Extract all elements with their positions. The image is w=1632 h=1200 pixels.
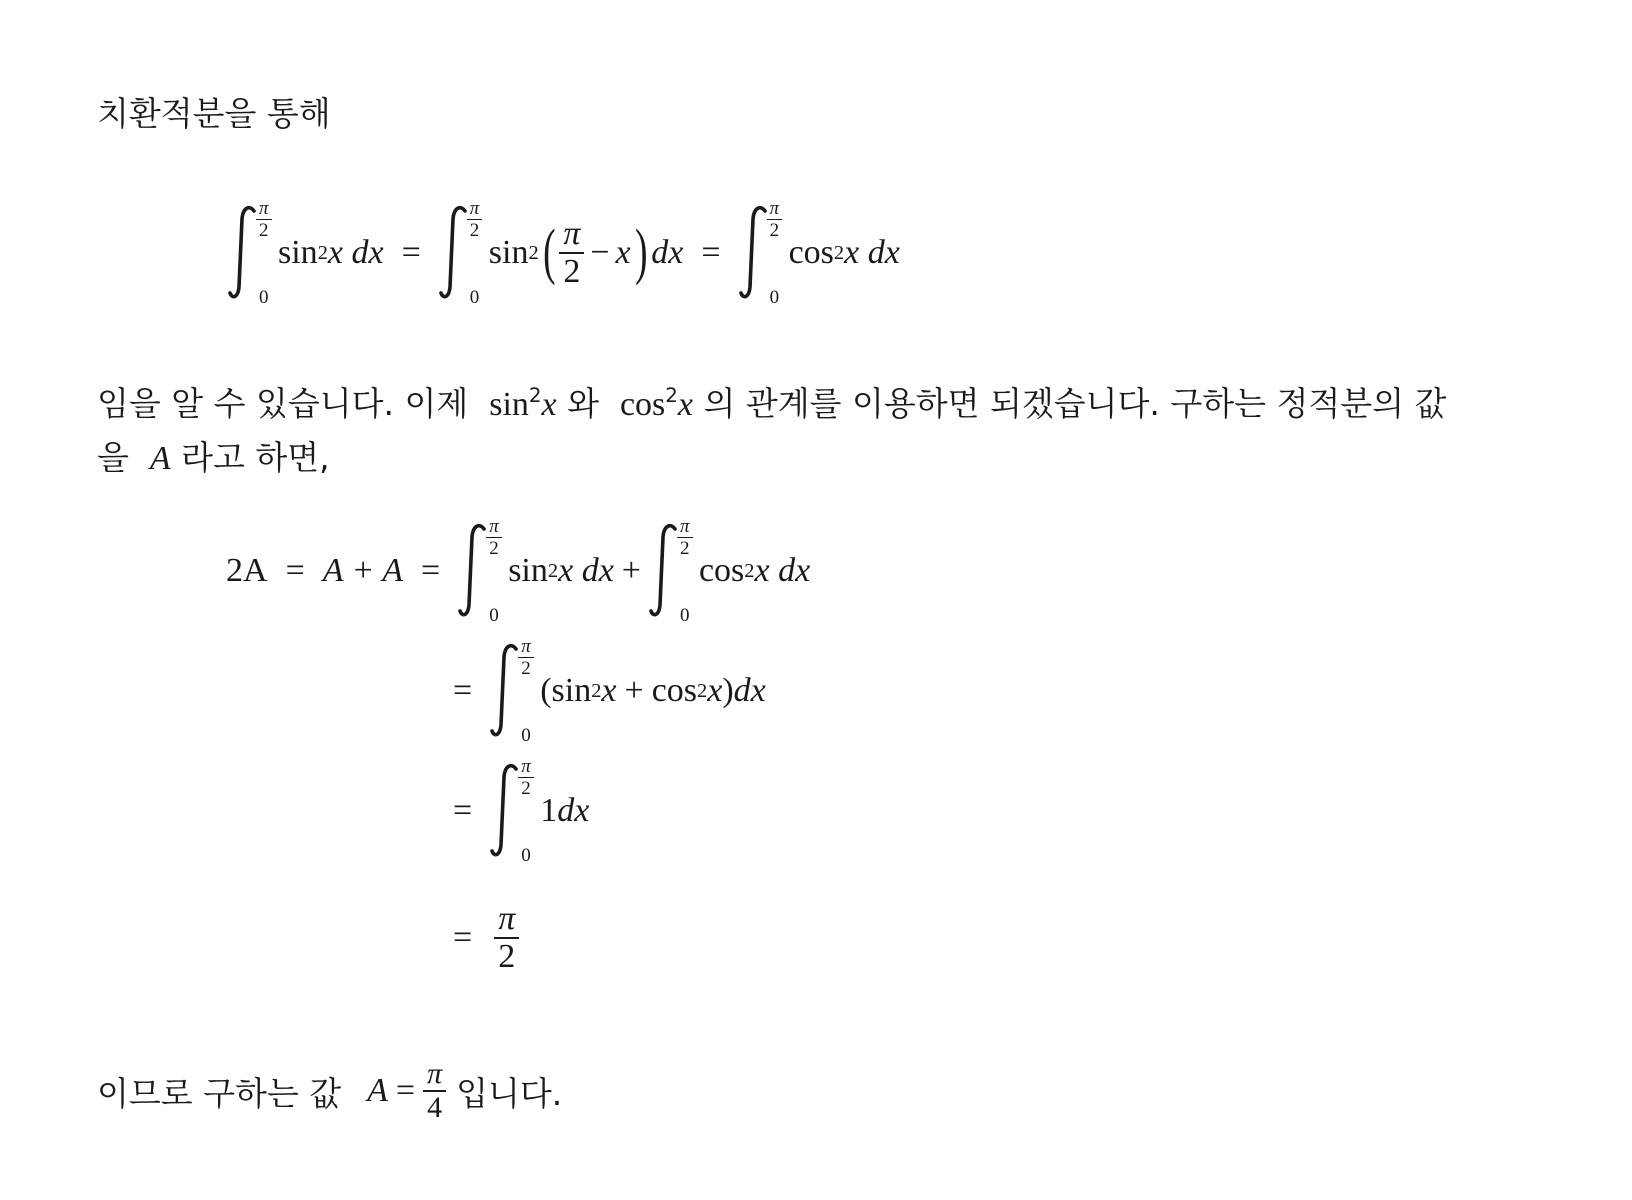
integral-sign-icon: [228, 205, 258, 301]
integral-7: $\frac{\pi}{2}$ 0: [490, 763, 540, 859]
integral-sign-icon: [490, 763, 520, 859]
integral-sign-icon: [739, 205, 769, 301]
integral-4: $\frac{\pi}{2}$ 0: [458, 523, 508, 619]
integral-sign-icon: [649, 523, 679, 619]
equation-2A-line2: = $\frac{\pi}{2}$ 0 ( sin 2 x + cos 2 x ) dx: [453, 636, 766, 746]
integral-5: $\frac{\pi}{2}$ 0: [649, 523, 699, 619]
answer-fraction: $\frac{\pi}{4}$: [423, 1058, 446, 1124]
integral-1: $\frac{\pi}{2}$ 0: [228, 205, 278, 301]
intro-text: 치환적분을 통해: [97, 94, 331, 133]
equation-2A-line3: = $\frac{\pi}{2}$ 0 1 dx: [453, 756, 590, 866]
equation-substitution: $\frac{\pi}{2}$ 0 sin 2 x dx = $\frac{\pi}{2}$ 0 sin 2 ( $\frac{\pi}{2}$ − x ) dx = $\frac{\pi}{2}$ 0 cos 2 x dx: [228, 205, 900, 301]
integral-3: $\frac{\pi}{2}$ 0: [739, 205, 789, 301]
integral-2: $\frac{\pi}{2}$ 0: [439, 205, 489, 301]
sin-function: sin: [278, 234, 318, 271]
equation-2A-line4: = $\frac{\pi}{2}$: [453, 890, 519, 986]
paragraph-relationship: 임을 알 수 있습니다. 이제 $\sin^2x$ 와 $\cos^2x$ 의 관계를 이용하면 되겠습니다. 구하는 정적분의 값: [97, 384, 1447, 423]
paragraph-relationship-cont: 을 A 라고 하면,: [97, 438, 330, 477]
conclusion-text: 이므로 구하는 값 A = $\frac{\pi}{4}$ 입니다.: [97, 1057, 563, 1124]
integral-sign-icon: [490, 643, 520, 739]
integral-sign-icon: [458, 523, 488, 619]
integral-sign-icon: [439, 205, 469, 301]
integral-6: $\frac{\pi}{2}$ 0: [490, 643, 540, 739]
equation-2A-line1: 2A = A + A = $\frac{\pi}{2}$ 0 sin 2 x dx + $\frac{\pi}{2}$ 0 cos 2 x dx: [226, 516, 811, 626]
result-fraction: $\frac{\pi}{2}$: [494, 901, 519, 975]
